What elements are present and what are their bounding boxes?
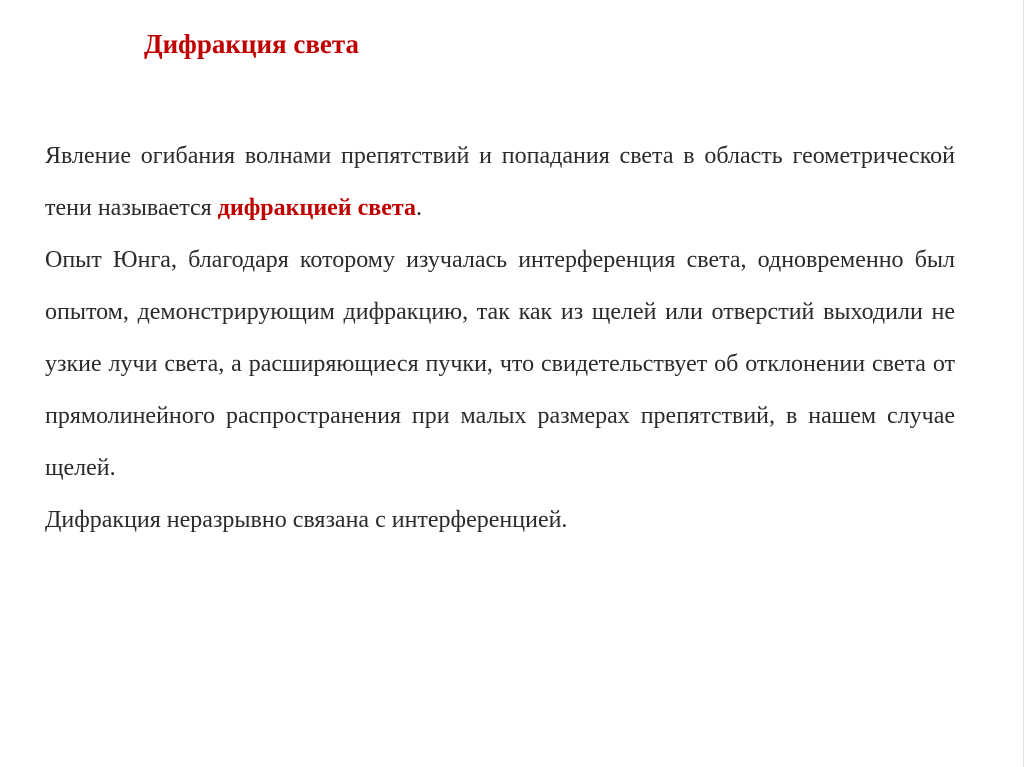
definition-term: дифракцией света: [217, 195, 416, 221]
paragraph-young-experiment: Опыт Юнга, благодаря которому изучалась интерференция света, одновременно был опытом, демонстрирующим дифракцию, так как из щелей или отверстий выходили не узкие лучи света, а расширяющиеся пучки, что свидетельствует об отклонении света от прямолинейного распространения при малых размерах препятствий, в нашем случае щелей.: [45, 247, 955, 481]
definition-period: .: [415, 195, 422, 221]
paragraph-definition: [45, 130, 955, 234]
slide-title: Дифракция света: [144, 29, 359, 59]
definition-text: Явление огибания волнами препятствий и попадания света в область геометрической тени называется: [45, 143, 955, 221]
slide-body: [45, 130, 955, 546]
paragraph-conclusion: Дифракция неразрывно связана с интерференцией.: [45, 507, 568, 533]
